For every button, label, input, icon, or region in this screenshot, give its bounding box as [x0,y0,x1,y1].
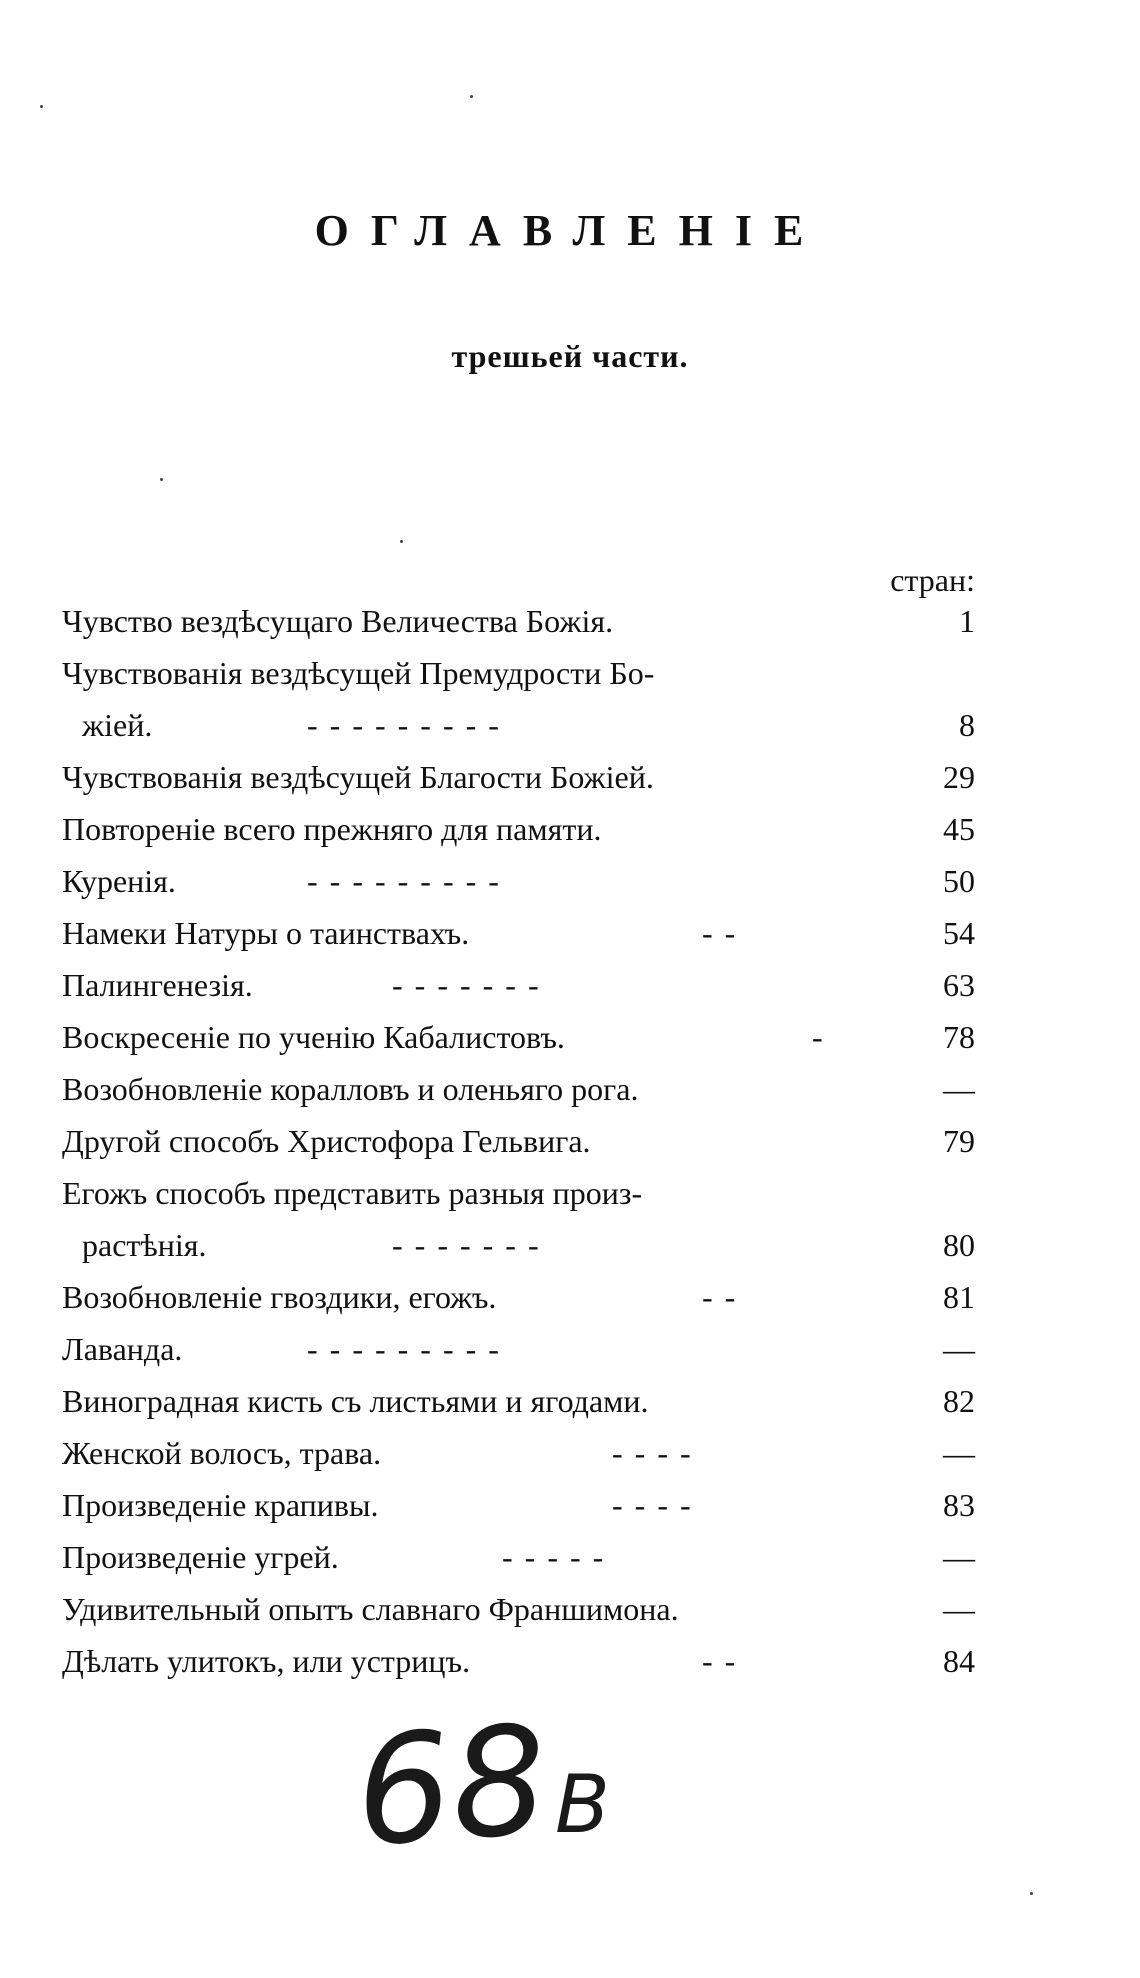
toc-entry-leader: - - [702,1279,738,1315]
toc-entry-title: Произведеніе крапивы. [62,1487,379,1523]
toc-entry-page-number: — [943,1539,975,1575]
toc-entry-page-number: 8 [959,707,975,743]
toc-entry [62,1219,975,1271]
scan-speck [40,105,43,108]
toc-entry-page-number: 83 [943,1487,975,1523]
toc-entry [62,1011,975,1063]
toc-entry-leader: - - - - [612,1435,693,1471]
toc-entry-leader: - - - - - - - - - [307,863,501,899]
toc-entry-leader: - - [702,1643,738,1679]
toc-entry-page-number: — [943,1435,975,1471]
page-title: ОГЛАВЛЕНІЕ [314,206,826,255]
toc-entry [62,855,975,907]
toc-entry-leader: - - - - - - - [392,967,541,1003]
toc-entry-title: Чувствованія вездѣсущей Премудрости Бо- [62,655,655,691]
toc-entry-leader: - - - - [612,1487,693,1523]
toc-entry [62,1479,975,1531]
toc-entry [62,1531,975,1583]
toc-entry [62,907,975,959]
handwritten-letter: В [555,1758,610,1851]
scan-speck [160,478,163,481]
toc-entry [62,1063,975,1115]
toc-entry-title: Возобновленіе гвоздики, егожъ. [62,1279,497,1315]
toc-entry-title: Куренія. [62,863,176,899]
toc-entry-page-number: 80 [943,1227,975,1263]
toc-entry-title: жіей. [82,707,153,743]
toc-entry-leader: - - - - - - - [392,1227,541,1263]
toc-entry [62,803,975,855]
toc-entry-page-number: 82 [943,1383,975,1419]
toc-entry-page-number: 63 [943,967,975,1003]
toc-entry-page-number: — [943,1071,975,1107]
toc-entry-leader: - - - - - [502,1539,606,1575]
toc-entry [62,1635,975,1687]
scan-speck [470,95,473,98]
toc-entry [62,1583,975,1635]
toc-entry-page-number: 45 [943,811,975,847]
toc-entry [62,1271,975,1323]
toc-entry-title: Палингенезія. [62,967,253,1003]
toc-entry-page-number: 84 [943,1643,975,1679]
toc-entry-page-number: 79 [943,1123,975,1159]
toc-entry-title: Чувствованія вездѣсущей Благости Божіей. [62,759,654,795]
toc-entry-title: Женской волосъ, трава. [62,1435,382,1471]
toc-entry [62,1323,975,1375]
toc-entry-title: Удивительный опытъ славнаго Франшимона. [62,1591,679,1627]
toc-entry-page-number: — [943,1331,975,1367]
toc-entry-page-number: 78 [943,1019,975,1055]
toc-entry-title: Лаванда. [62,1331,183,1367]
scan-speck [400,540,403,543]
toc-entry-leader: - [812,1019,825,1055]
toc-entry [62,1427,975,1479]
toc-entry-leader: - - - - - - - - - [307,707,501,743]
toc-entry-page-number: 81 [943,1279,975,1315]
toc-entry [62,1167,975,1219]
table-of-contents [62,595,975,1687]
toc-entry [62,751,975,803]
toc-entry-title: Виноградная кисть съ листьями и ягодами. [62,1383,649,1419]
toc-entry [62,1115,975,1167]
toc-entry-page-number: 50 [943,863,975,899]
toc-entry-title: Намеки Натуры о таинствахъ. [62,915,470,951]
page-column-label: стран: [890,562,975,598]
toc-entry-title: Чувство вездѣсущаго Величества Божія. [62,603,614,639]
toc-entry [62,647,975,699]
toc-entry-title: Воскресеніе по ученію Кабалистовъ. [62,1019,565,1055]
scan-speck [1030,1892,1033,1895]
toc-entry-title: Егожъ способъ представить разныя произ- [62,1175,643,1211]
toc-entry-page-number: 1 [959,603,975,639]
toc-entry-leader: - - - - - - - - - [307,1331,501,1367]
toc-entry-title: Произведеніе угрей. [62,1539,339,1575]
toc-entry [62,699,975,751]
toc-entry-title: Повтореніе всего прежняго для памяти. [62,811,602,847]
toc-entry [62,959,975,1011]
toc-entry-leader: - - [702,915,738,951]
toc-entry-title: Другой способъ Христофора Гельвига. [62,1123,591,1159]
handwritten-number: 68 [350,1693,553,1881]
toc-entry-page-number: 29 [943,759,975,795]
toc-entry [62,1375,975,1427]
page-subtitle: трешьей части. [451,338,689,374]
toc-entry-title: растѣнія. [82,1227,207,1263]
toc-entry-page-number: 54 [943,915,975,951]
toc-entry [62,595,975,647]
toc-entry-title: Дѣлать улитокъ, или устрицъ. [62,1643,471,1679]
toc-entry-page-number: — [943,1591,975,1627]
toc-entry-title: Возобновленіе коралловъ и оленьяго рога. [62,1071,639,1107]
